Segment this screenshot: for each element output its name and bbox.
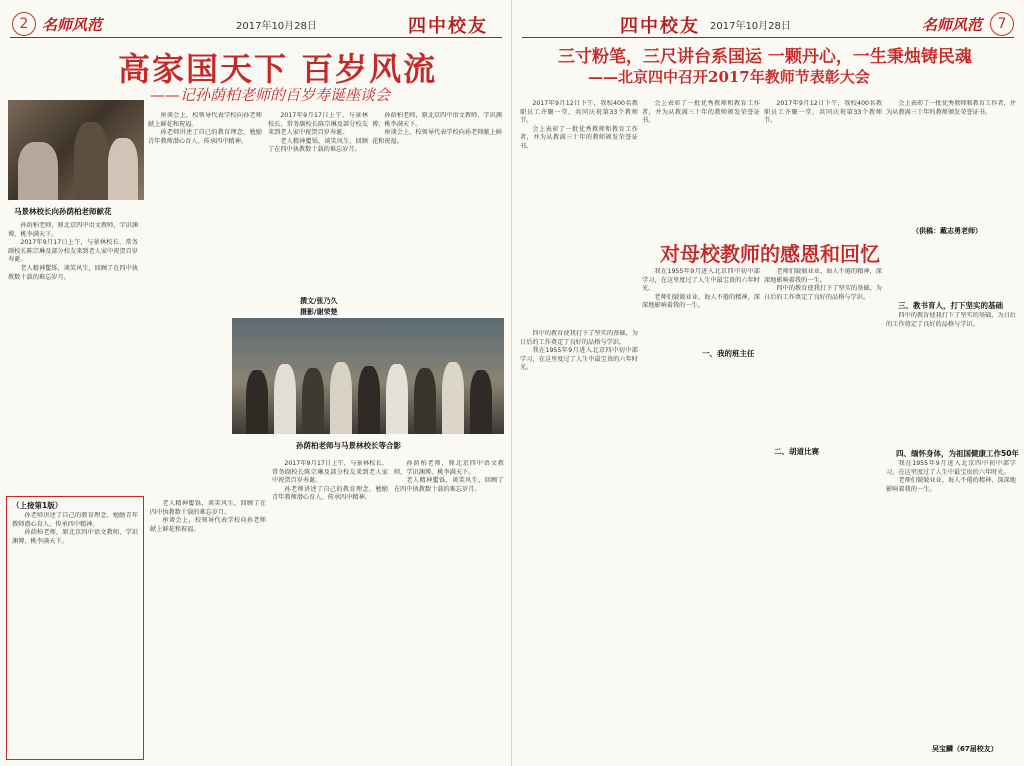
paragraph: 2017年9月17日上午，与景林校长、常务副校长陈宗琳及部分校友来到老人家中祝贺百岁寿诞。 <box>8 239 138 264</box>
photo-caption-1: 马景林校长向孙荫柏老师献花 <box>14 207 112 216</box>
right-page <box>512 0 1024 766</box>
byline-2: 吴宝麟（67届校友） <box>932 745 998 753</box>
paragraph: 2017年9月12日下午，我校400名教职员工齐聚一堂，共同庆祝第33个教师节。 <box>764 100 882 125</box>
right-column-name: 名师风范 <box>922 16 983 34</box>
left-page-subtitle: ——记孙荫柏老师的百岁寿诞座谈会 <box>150 86 391 104</box>
paragraph: 2017年9月12日下午，我校400名教职员工齐聚一堂，共同庆祝第33个教师节。 <box>520 100 638 125</box>
right-upper-column-1 <box>520 100 638 322</box>
paragraph: 孙荫柏老师，原北京四中语文教师，学识渊博，桃李满天下。 <box>8 222 138 238</box>
left-date: 2017年10月28日 <box>236 21 317 32</box>
right-title-line-2: ——北京四中召开2017年教师节表彰大会 <box>588 68 870 86</box>
left-masthead: 四中校友 <box>408 16 488 37</box>
right-upper-column-2 <box>642 100 760 218</box>
paragraph: 我在1955年9月进入北京四中初中部学习，在这里度过了人生中最宝贵的六年时光。 <box>886 460 1016 476</box>
left-article-column-1 <box>8 222 138 494</box>
paragraph: 我在1955年9月进入北京四中初中部学习，在这里度过了人生中最宝贵的六年时光。 <box>520 347 638 372</box>
left-bottom-column-4 <box>394 460 504 758</box>
continued-label: （上接第1版） <box>12 501 63 510</box>
right-subhead: 对母校教师的感恩和回忆 <box>660 242 880 266</box>
paragraph: 四中的教育使我打下了坚实的基础，为日后的工作奠定了良好的品格与学识。 <box>886 312 1016 328</box>
right-lower-column-0 <box>520 330 638 758</box>
right-header <box>512 12 1024 37</box>
left-header <box>0 12 512 37</box>
left-bottom-column-2 <box>150 500 266 758</box>
left-bottom-column-3 <box>272 460 388 758</box>
photo-credit-photographer: 摄影/谢荣楚 <box>300 308 338 316</box>
section-heading-4: 四、缅怀身体，为祖国健康工作50年 <box>896 449 1019 458</box>
section-heading-3: 三、教书育人，打下坚实的基础 <box>898 301 1003 310</box>
paragraph: 老人精神矍铄，谈笑风生，回顾了在四中执教数十载的难忘岁月。 <box>394 477 504 493</box>
paragraph: 会上表彰了一批优秀教师和教育工作者，并为从教满三十年的教师颁发荣誉证书。 <box>520 125 638 150</box>
paragraph: 我在1955年9月进入北京四中初中部学习，在这里度过了人生中最宝贵的六年时光。 <box>642 268 760 293</box>
paragraph: 四中的教育使我打下了坚实的基础，为日后的工作奠定了良好的品格与学识。 <box>764 285 882 301</box>
paragraph: 孙老师讲述了自己的教育理念，勉励青年教师潜心育人、传承四中精神。 <box>148 129 262 145</box>
paragraph: 孙荫柏老师，原北京四中语文教师，学识渊博，桃李满天下。 <box>12 529 138 545</box>
right-masthead: 四中校友 <box>620 16 700 37</box>
right-upper-column-3 <box>764 100 882 218</box>
left-article-column-4 <box>372 112 502 268</box>
section-heading-1: 一、我的班主任 <box>702 349 755 358</box>
left-article-column-2 <box>148 112 262 494</box>
continued-column <box>12 512 138 754</box>
paragraph: 老师们兢兢业业、诲人不倦的精神，深深地影响着我的一生。 <box>642 293 760 310</box>
paragraph: 2017年9月17日上午，与景林校长、常务副校长陈宗琳及部分校友来到老人家中祝贺百岁寿诞。 <box>272 460 388 485</box>
right-title-line-1: 三寸粉笔，三尺讲台系国运 一颗丹心，一生秉烛铸民魂 <box>558 47 972 67</box>
paragraph: 座谈会上，校领导代表学校向孙老师献上鲜花和祝福。 <box>148 112 262 128</box>
right-date: 2017年10月28日 <box>710 21 791 32</box>
right-lower-column-1 <box>642 268 760 758</box>
group-photo <box>232 318 504 434</box>
paragraph: 2017年9月17日上午，与景林校长、常务副校长陈宗琳及部分校友来到老人家中祝贺百岁寿诞。 <box>268 112 368 137</box>
right-header-rule <box>522 37 1014 38</box>
photo-caption-2: 孙荫柏老师与马景林校长等合影 <box>296 441 401 450</box>
paragraph: 孙老师讲述了自己的教育理念，勉励青年教师潜心育人、传承四中精神。 <box>272 485 388 502</box>
paragraph: 孙老师讲述了自己的教育理念，勉励青年教师潜心育人、传承四中精神。 <box>12 512 138 528</box>
left-column-name: 名师风范 <box>42 16 103 34</box>
photo-credit-writer: 撰文/张乃久 <box>300 297 338 305</box>
right-upper-column-4 <box>886 100 1016 218</box>
birthday-photo <box>8 100 144 200</box>
paragraph: 老人精神矍铄，谈笑风生，回顾了在四中执教数十载的难忘岁月。 <box>8 264 138 281</box>
right-lower-column-3b <box>886 460 1016 730</box>
paragraph: 座谈会上，校领导代表学校向孙老师献上鲜花和祝福。 <box>372 129 502 145</box>
section-heading-2: 二、胡道比赛 <box>774 447 819 456</box>
left-page-title: 高家国天下 百岁风流 <box>118 50 438 88</box>
left-header-rule <box>10 37 502 38</box>
paragraph: 老师们兢兢业业、诲人不倦的精神，深深地影响着我的一生。 <box>764 268 882 284</box>
paragraph: 老人精神矍铄，谈笑风生，回顾了在四中执教数十载的难忘岁月。 <box>150 500 266 516</box>
paragraph: 老师们兢兢业业、诲人不倦的精神，深深地影响着我的一生。 <box>886 477 1016 493</box>
paragraph: 老人精神矍铄，谈笑风生，回顾了在四中执教数十载的难忘岁月。 <box>268 137 368 154</box>
paragraph: 孙荫柏老师，原北京四中语文教师，学识渊博，桃李满天下。 <box>394 460 504 476</box>
paragraph: 座谈会上，校领导代表学校向孙老师献上鲜花和祝福。 <box>150 517 266 533</box>
paragraph: 会上表彰了一批优秀教师和教育工作者，并为从教满三十年的教师颁发荣誉证书。 <box>642 100 760 125</box>
byline-1: （供稿：戴志勇老师） <box>912 227 982 235</box>
paragraph: 会上表彰了一批优秀教师和教育工作者，并为从教满三十年的教师颁发荣誉证书。 <box>886 100 1016 116</box>
right-lower-column-3a <box>886 312 1016 442</box>
left-page-number: 2 <box>12 12 36 36</box>
paragraph: 四中的教育使我打下了坚实的基础，为日后的工作奠定了良好的品格与学识。 <box>520 330 638 346</box>
right-page-number: 7 <box>990 12 1014 36</box>
right-lower-column-2 <box>764 268 882 758</box>
paragraph: 孙荫柏老师，原北京四中语文教师，学识渊博，桃李满天下。 <box>372 112 502 128</box>
